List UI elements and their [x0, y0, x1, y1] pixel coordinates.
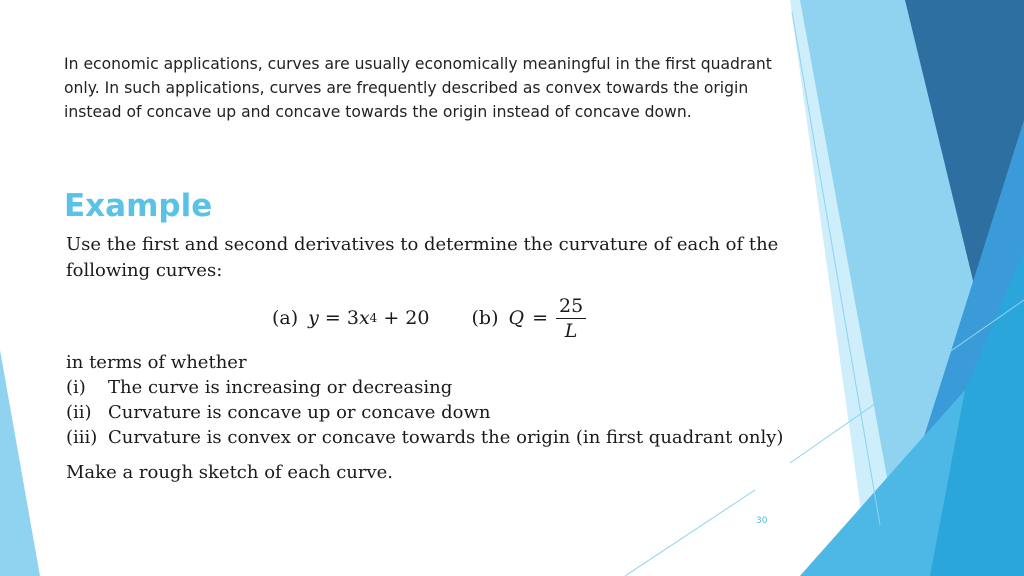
equation-b-fraction	[556, 295, 586, 342]
intro-paragraph: In economic applications, curves are usually economically meaningful in the first quadrant only. In such applications, curves are frequently described as convex towards the origin instead of concave up and concave towards the origin instead of concave down.	[64, 55, 772, 121]
criteria-number: (iii)	[66, 427, 98, 448]
equation-b-denominator: L	[564, 319, 578, 342]
criteria-number: (ii)	[66, 402, 92, 423]
equation-b-lhs: Q	[508, 307, 525, 329]
criteria-text: Curvature is convex or concave towards the origin (in first quadrant only)	[108, 427, 784, 448]
example-heading: Example	[64, 188, 213, 224]
equation-b-equals: =	[532, 307, 548, 329]
equation-b-label: (b)	[471, 307, 499, 329]
equation-a-lhs: y	[308, 307, 319, 329]
criteria-list	[66, 375, 783, 450]
criteria-number: (i)	[66, 377, 86, 398]
criteria-text: Curvature is concave up or concave down	[108, 402, 491, 423]
accent-line-3	[625, 490, 755, 576]
left-accent-sliver	[0, 350, 40, 576]
criteria-item	[66, 425, 783, 450]
criteria-item	[66, 375, 783, 400]
equation-a-var: x	[358, 307, 370, 329]
criteria-item	[66, 400, 783, 425]
equation-a-coef: = 3	[324, 307, 359, 329]
equation-a-exponent: 4	[369, 311, 378, 325]
criteria-text: The curve is increasing or decreasing	[108, 377, 453, 398]
problem-prompt: Use the first and second derivatives to determine the curvature of each of the following curves:	[66, 234, 779, 281]
equation-b-numerator: 25	[556, 295, 586, 319]
terms-intro: in terms of whether	[66, 352, 247, 373]
equation-a-label: (a)	[272, 307, 299, 329]
equations-row	[272, 290, 586, 346]
closing-instruction: Make a rough sketch of each curve.	[66, 462, 394, 483]
equation-a-tail: + 20	[377, 307, 430, 329]
page-number: 30	[756, 516, 768, 526]
